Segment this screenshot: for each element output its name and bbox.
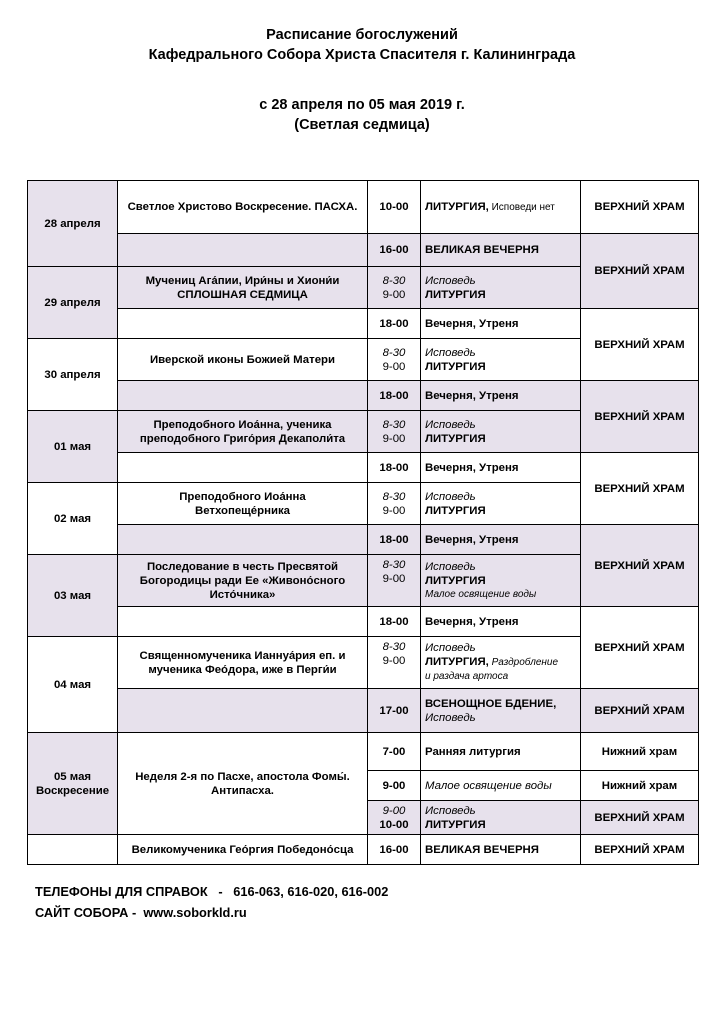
title-week-name: (Светлая седмица)	[294, 117, 430, 133]
service-cell: Исповедь ЛИТУРГИЯ, Раздробление и раздача артоса	[421, 637, 581, 689]
service-cell: ЛИТУРГИЯ, Исповеди нет	[421, 181, 581, 234]
time-cell: 8-30 9-00	[368, 483, 421, 525]
title-line-1: Расписание богослужений	[266, 27, 458, 43]
schedule-table	[27, 180, 699, 865]
place-cell: ВЕРХНИЙ ХРАМ	[581, 234, 699, 309]
service-cell: Исповедь ЛИТУРГИЯ	[421, 483, 581, 525]
time-cell: 16-00	[368, 234, 421, 267]
date-cell-empty	[28, 835, 118, 865]
date-cell: 01 мая	[28, 411, 118, 483]
service-cell: ВЕЛИКАЯ ВЕЧЕРНЯ	[421, 835, 581, 865]
service-cell: Исповедь ЛИТУРГИЯ	[421, 801, 581, 835]
date-cell: 30 апреля	[28, 339, 118, 411]
feast-cell: Мучениц Ага́пии, Ири́ны и Хиони́и СПЛОШНАЯ СЕДМИЦА	[118, 267, 368, 309]
place-cell: ВЕРХНИЙ ХРАМ	[581, 525, 699, 607]
time-cell: 8-30 9-00	[368, 267, 421, 309]
date-cell: 05 мая Воскресение	[28, 733, 118, 835]
place-cell: ВЕРХНИЙ ХРАМ	[581, 607, 699, 689]
title-date-range: с 28 апреля по 05 мая 2019 г.	[259, 97, 465, 113]
service-cell: Исповедь ЛИТУРГИЯ	[421, 411, 581, 453]
service-cell: Исповедь ЛИТУРГИЯ	[421, 267, 581, 309]
place-cell: ВЕРХНИЙ ХРАМ	[581, 181, 699, 234]
table-row	[28, 607, 699, 637]
table-row	[28, 181, 699, 234]
feast-cell-empty	[118, 607, 368, 637]
place-cell: ВЕРХНИЙ ХРАМ	[581, 689, 699, 733]
table-row	[28, 733, 699, 771]
place-cell: Нижний храм	[581, 733, 699, 771]
feast-cell-empty	[118, 525, 368, 555]
time-cell: 7-00	[368, 733, 421, 771]
feast-cell-empty	[118, 234, 368, 267]
service-cell: Исповедь ЛИТУРГИЯ	[421, 339, 581, 381]
time-cell: 9-00	[368, 771, 421, 801]
time-cell: 10-00	[368, 181, 421, 234]
time-cell: 18-00	[368, 607, 421, 637]
time-cell: 8-30 9-00	[368, 637, 421, 689]
feast-cell-empty	[118, 309, 368, 339]
service-cell: Ранняя литургия	[421, 733, 581, 771]
date-cell: 28 апреля	[28, 181, 118, 267]
time-cell: 16-00	[368, 835, 421, 865]
place-cell: ВЕРХНИЙ ХРАМ	[581, 835, 699, 865]
date-cell: 03 мая	[28, 555, 118, 637]
time-cell: 18-00	[368, 525, 421, 555]
date-cell: 29 апреля	[28, 267, 118, 339]
service-cell: Вечерня, Утреня	[421, 309, 581, 339]
service-cell: Малое освящение воды	[421, 771, 581, 801]
service-cell: Вечерня, Утреня	[421, 381, 581, 411]
service-cell: Исповедь ЛИТУРГИЯ Малое освящение воды	[421, 555, 581, 607]
date-cell: 04 мая	[28, 637, 118, 733]
table-row	[28, 381, 699, 411]
feast-cell-empty	[118, 381, 368, 411]
feast-cell: Светлое Христово Воскресение. ПАСХА.	[118, 181, 368, 234]
time-cell: 17-00	[368, 689, 421, 733]
feast-cell-empty	[118, 689, 368, 733]
table-row	[28, 453, 699, 483]
feast-cell: Преподобного Иоа́нна, ученика преподобного Григо́рия Декаполи́та	[118, 411, 368, 453]
time-cell: 9-00 10-00	[368, 801, 421, 835]
date-cell: 02 мая	[28, 483, 118, 555]
table-row	[28, 234, 699, 267]
feast-cell: Иверской иконы Божией Матери	[118, 339, 368, 381]
feast-cell-empty	[118, 453, 368, 483]
table-row	[28, 525, 699, 555]
time-cell: 18-00	[368, 453, 421, 483]
place-cell: ВЕРХНИЙ ХРАМ	[581, 801, 699, 835]
footer-website: САЙТ СОБОРА - www.soborkld.ru	[35, 905, 247, 920]
table-row	[28, 835, 699, 865]
time-cell: 8-30 9-00	[368, 411, 421, 453]
service-cell: Вечерня, Утреня	[421, 525, 581, 555]
table-row	[28, 309, 699, 339]
feast-cell: Великомученика Гео́ргия Победоно́сца	[118, 835, 368, 865]
table-row	[28, 689, 699, 733]
service-cell: Вечерня, Утреня	[421, 453, 581, 483]
place-cell: ВЕРХНИЙ ХРАМ	[581, 453, 699, 525]
place-cell: ВЕРХНИЙ ХРАМ	[581, 381, 699, 453]
time-cell: 8-30 9-00	[368, 555, 421, 607]
time-cell: 18-00	[368, 381, 421, 411]
place-cell: Нижний храм	[581, 771, 699, 801]
title-line-2: Кафедрального Собора Христа Спасителя г. Калининграда	[148, 47, 576, 63]
service-cell: ВЕЛИКАЯ ВЕЧЕРНЯ	[421, 234, 581, 267]
footer-phones: ТЕЛЕФОНЫ ДЛЯ СПРАВОК - 616-063, 616-020, 616-002	[35, 884, 389, 899]
service-cell: Вечерня, Утреня	[421, 607, 581, 637]
feast-cell: Неделя 2-я по Пасхе, апостола Фомы́. Антипасха.	[118, 733, 368, 835]
feast-cell: Преподобного Иоа́нна Ветхопеще́рника	[118, 483, 368, 525]
place-cell: ВЕРХНИЙ ХРАМ	[581, 309, 699, 381]
time-cell: 18-00	[368, 309, 421, 339]
time-cell: 8-30 9-00	[368, 339, 421, 381]
feast-cell: Последование в честь Пресвятой Богородицы ради Ее «Живоно́сного Исто́чника»	[118, 555, 368, 607]
feast-cell: Священномученика Ианнуа́рия еп. и мученика Фео́дора, иже в Перги́и	[118, 637, 368, 689]
service-cell: ВСЕНОЩНОЕ БДЕНИЕ, Исповедь	[421, 689, 581, 733]
